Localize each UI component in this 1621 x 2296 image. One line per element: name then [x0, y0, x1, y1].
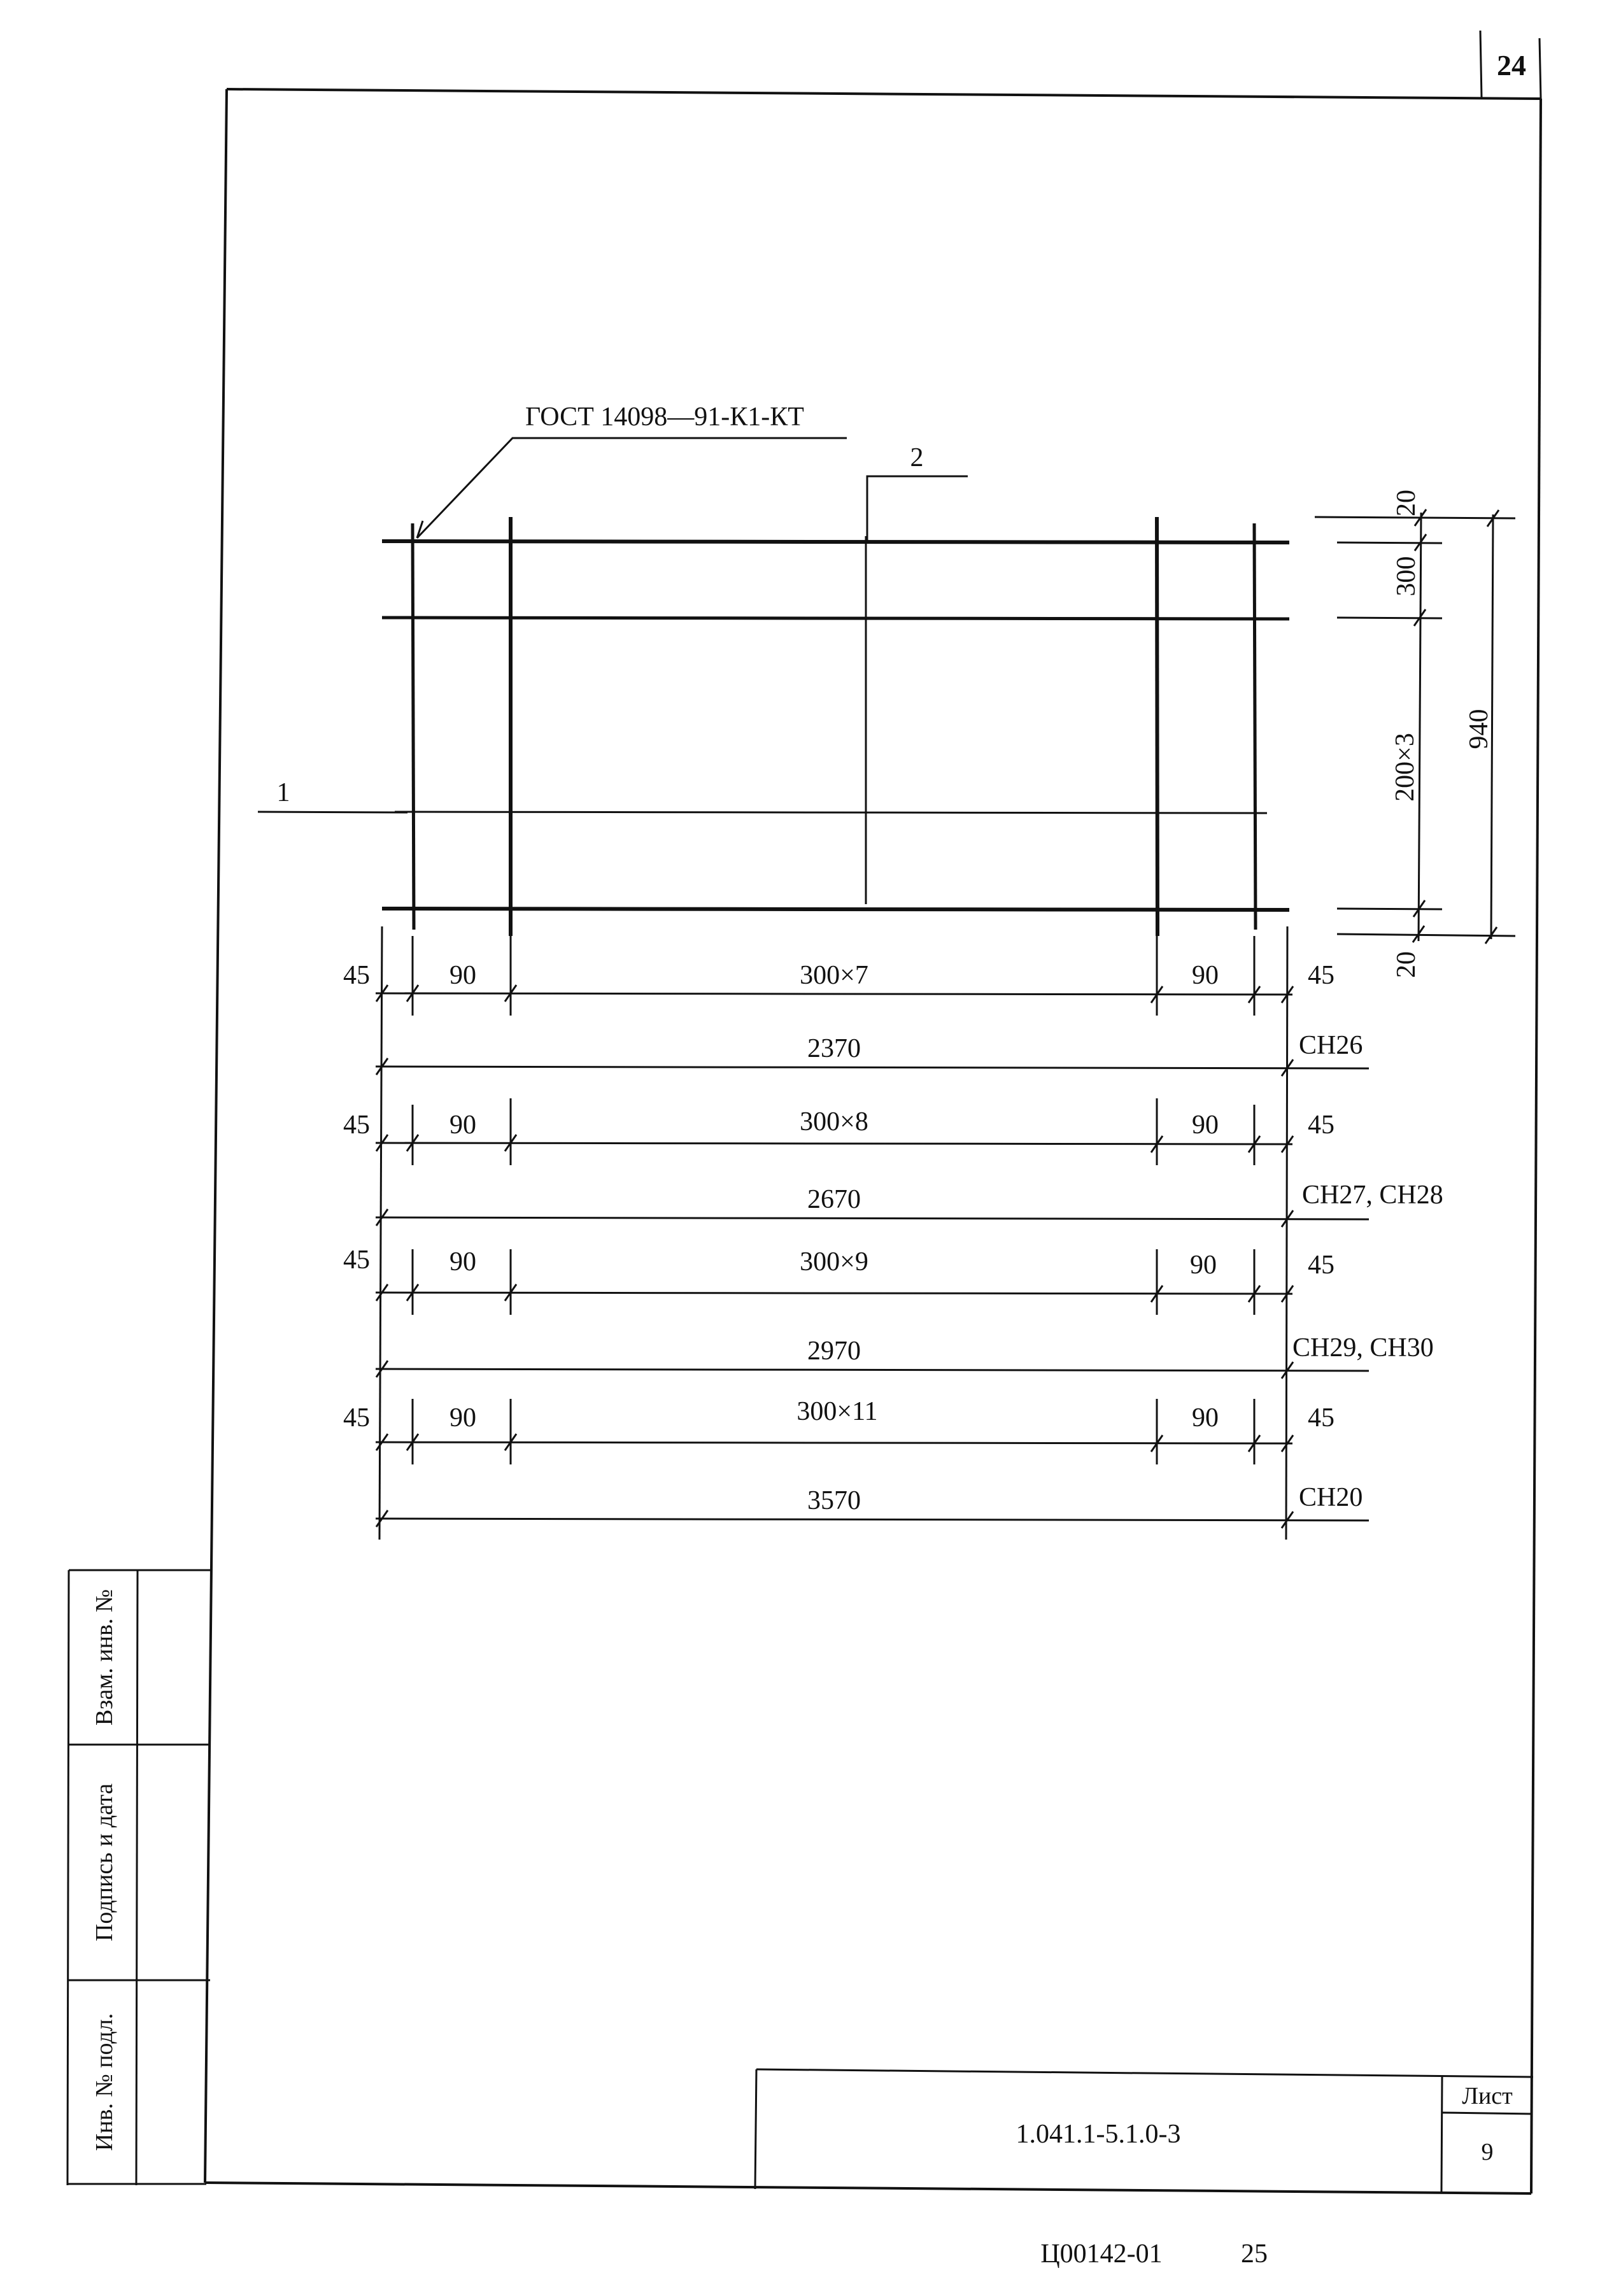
mesh-drawing — [258, 438, 1289, 936]
variant-marks: СН26 — [1299, 1031, 1363, 1060]
dim-left-step: 90 — [449, 1403, 476, 1433]
dim-right-step: 90 — [1192, 1403, 1219, 1433]
dim-top-gap: 20 — [1392, 490, 1421, 516]
dim-right-step: 90 — [1192, 1110, 1219, 1140]
mesh-bar-horizontal — [395, 812, 1267, 813]
dim-right-edge: 45 — [1308, 1403, 1334, 1433]
dim-left-step: 90 — [449, 1247, 476, 1277]
stamp-vzam-inv: Взам. инв. № — [91, 1589, 118, 1726]
dim-overall: 3570 — [807, 1486, 861, 1515]
mesh-bar-vertical — [1254, 523, 1256, 930]
mesh-bar-vertical — [413, 523, 414, 930]
dim-right-edge: 45 — [1308, 1110, 1334, 1140]
dim-left-step: 90 — [449, 1110, 476, 1140]
dim-main-span: 300×11 — [796, 1397, 878, 1426]
dim-main-span: 300×9 — [800, 1247, 868, 1277]
dim-left-edge: 45 — [343, 961, 370, 990]
dim-main-span: 300×7 — [800, 961, 868, 990]
pos2-leader — [867, 476, 968, 541]
gost-callout: ГОСТ 14098—91-К1-КТ — [525, 402, 804, 432]
dim-right-step: 90 — [1192, 961, 1219, 990]
footer-code: Ц00142-01 — [1040, 2239, 1163, 2269]
variant-dimensions — [376, 926, 1369, 1540]
dim-right-edge: 45 — [1308, 961, 1334, 990]
dim-total: 940 — [1464, 709, 1494, 749]
footer-page: 25 — [1241, 2239, 1268, 2269]
dim-main-span: 300×8 — [800, 1107, 868, 1137]
dim-overall: 2670 — [807, 1185, 861, 1214]
dim-left-edge: 45 — [343, 1403, 370, 1433]
mesh-bar-horizontal — [382, 618, 1289, 619]
variant-marks: СН20 — [1299, 1483, 1363, 1512]
title-sheet-label: Лист — [1462, 2083, 1513, 2109]
title-sheet-number: 9 — [1481, 2139, 1494, 2165]
title-designation: 1.041.1-5.1.0-3 — [1016, 2120, 1181, 2149]
variant-row — [343, 1107, 1443, 1214]
dim-left-step: 90 — [449, 961, 476, 990]
stamp-inv-podl: Инв. № подл. — [91, 2013, 118, 2151]
page-number: 24 — [1497, 49, 1526, 81]
dim-top-span: 300 — [1392, 556, 1421, 597]
mesh-bar-horizontal — [382, 909, 1289, 910]
dim-overall: 2370 — [807, 1034, 861, 1063]
variant-marks: СН27, СН28 — [1302, 1180, 1443, 1210]
side-stamp-column — [67, 1570, 210, 2185]
dim-right-step: 90 — [1190, 1251, 1217, 1280]
variant-row — [343, 1397, 1363, 1515]
stamp-podpis-data: Подпись и дата — [91, 1783, 118, 1942]
dim-left-edge: 45 — [343, 1245, 370, 1275]
gost-leader — [417, 438, 847, 538]
variant-marks: СН29, СН30 — [1292, 1333, 1434, 1363]
sheet-frame — [205, 31, 1541, 2193]
dim-overall: 2970 — [807, 1336, 861, 1366]
variant-row — [343, 1245, 1434, 1366]
dim-mid-span: 200×3 — [1391, 733, 1420, 802]
dim-bottom-gap: 20 — [1392, 951, 1421, 978]
dim-right-edge: 45 — [1308, 1251, 1334, 1280]
variant-row — [343, 961, 1363, 1063]
pos1-label: 1 — [276, 778, 290, 807]
pos2-label: 2 — [910, 443, 924, 472]
dim-left-edge: 45 — [343, 1110, 370, 1140]
mesh-bar-horizontal — [382, 541, 1289, 542]
